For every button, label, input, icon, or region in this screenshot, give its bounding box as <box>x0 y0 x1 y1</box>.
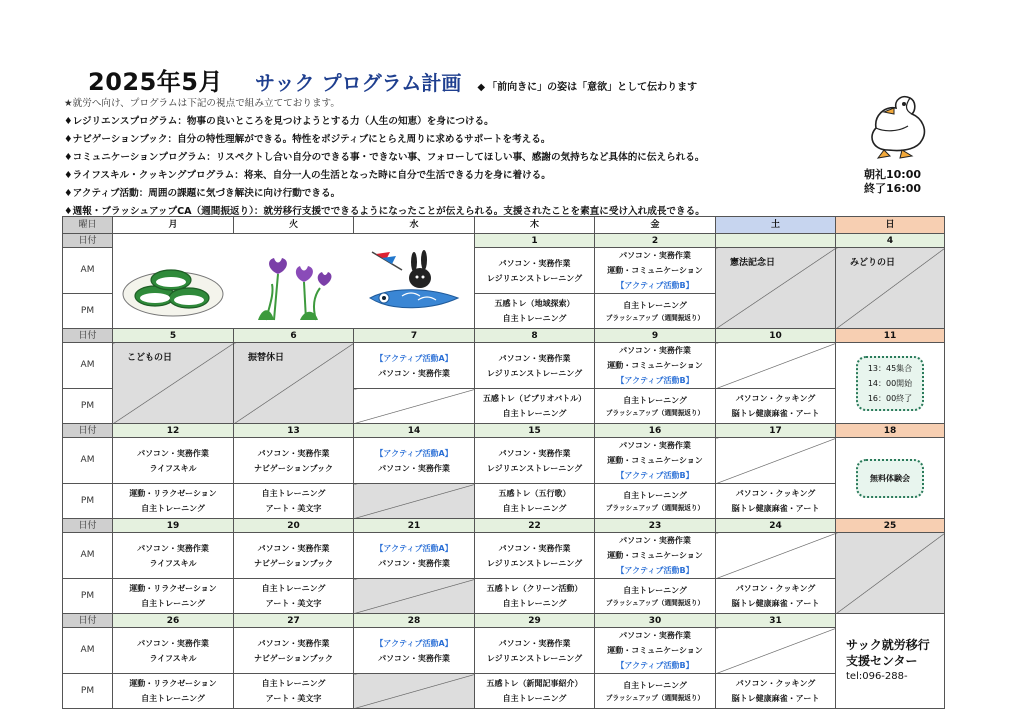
date-cell: 26 <box>113 614 234 628</box>
date-cell: 5 <box>113 329 234 343</box>
dow-tue: 火 <box>234 217 354 234</box>
slot-cell: パソコン・実務作業 運動・コミュニケーション 【アクティブ活動B】 <box>595 628 716 674</box>
holiday-cell: みどりの日 <box>836 248 945 329</box>
slot-cell: 運動・リラクゼーション 自主トレーニング <box>113 484 234 519</box>
motto-text: 「前向きに」の姿は「意欲」として伝わります <box>487 82 698 93</box>
pm-label: PM <box>63 674 113 709</box>
slot-cell: 運動・リラクゼーション 自主トレーニング <box>113 579 234 614</box>
desc-item: ♦ライフスキル・クッキングプログラム：将来、自分一人の生活となった時に自分で生活できる力を身に着ける。 <box>64 170 551 181</box>
slot-cell: パソコン・クッキング 脳トレ健康麻雀・アート <box>716 579 836 614</box>
date-cell: 9 <box>595 329 716 343</box>
slot-cell: パソコン・実務作業 ライフスキル <box>113 533 234 579</box>
event-bubble: 無料体験会 <box>856 459 924 498</box>
slot-cell: パソコン・実務作業 運動・コミュニケーション 【アクティブ活動B】 <box>595 533 716 579</box>
date-cell: 19 <box>113 519 234 533</box>
slot-cell: 五感トレ（五行歌） 自主トレーニング <box>475 484 595 519</box>
date-label: 日付 <box>63 519 113 533</box>
date-cell: 31 <box>716 614 836 628</box>
daily-times <box>864 168 921 196</box>
empty-slot <box>354 579 475 614</box>
date-cell: 18 <box>836 424 945 438</box>
desc-item: ♦週報・ブラッシュアップCA（週間振返り）：就労移行支援でできるようになったことが伝えられる。支援されたことを素直に受け入れ成長できる。 <box>64 206 705 217</box>
am-label: AM <box>63 438 113 484</box>
date-cell: 15 <box>475 424 595 438</box>
motto <box>477 78 697 93</box>
date-cell: 6 <box>234 329 354 343</box>
slot-cell: 運動・リラクゼーション 自主トレーニング <box>113 674 234 709</box>
am-label: AM <box>63 628 113 674</box>
empty-slot <box>354 484 475 519</box>
date-cell: 30 <box>595 614 716 628</box>
header <box>88 62 697 96</box>
center-info <box>836 614 945 709</box>
slot-cell: パソコン・実務作業 運動・コミュニケーション 【アクティブ活動B】 <box>595 248 716 294</box>
slot-cell: 自主トレーニング アート・美文字 <box>234 674 354 709</box>
date-cell: 20 <box>234 519 354 533</box>
date-cell: 12 <box>113 424 234 438</box>
slot-cell: パソコン・実務作業 運動・コミュニケーション 【アクティブ活動B】 <box>595 343 716 389</box>
dow-thu: 木 <box>475 217 595 234</box>
date-cell: 7 <box>354 329 475 343</box>
dow-sun: 日 <box>836 217 945 234</box>
date-cell: 13 <box>234 424 354 438</box>
date-label: 日付 <box>63 424 113 438</box>
pm-label: PM <box>63 484 113 519</box>
slot-cell: 【アクティブ活動A】 パソコン・実務作業 <box>354 343 475 389</box>
am-label: AM <box>63 343 113 389</box>
date-cell: 11 <box>836 329 945 343</box>
slot-cell: 自主トレーニング アート・美文字 <box>234 484 354 519</box>
date-cell: 17 <box>716 424 836 438</box>
empty-slot <box>716 628 836 674</box>
pm-label: PM <box>63 389 113 424</box>
slot-cell: パソコン・実務作業 ライフスキル <box>113 628 234 674</box>
date-label: 日付 <box>63 234 113 248</box>
empty-slot <box>716 533 836 579</box>
desc-item: ♦コミュニケーションプログラム：リスペクトし合い自分のできる事・できない事、フォローしてほしい事、感謝の気持ちなど具体的に伝えられる。 <box>64 152 705 163</box>
empty-slot <box>354 674 475 709</box>
dow-label: 曜日 <box>63 217 113 234</box>
slot-cell: 自主トレーニング ブラッシュアップ（週間振返り） <box>595 389 716 424</box>
slot-cell: 【アクティブ活動A】 パソコン・実務作業 <box>354 438 475 484</box>
date-label: 日付 <box>63 614 113 628</box>
program-descriptions <box>64 95 834 221</box>
slot-cell: パソコン・クッキング 脳トレ健康麻雀・アート <box>716 389 836 424</box>
morning-meeting-time: 朝礼10:00 <box>864 168 922 181</box>
iris-illustration <box>234 248 354 329</box>
date-cell: 1 <box>475 234 595 248</box>
date-cell: 23 <box>595 519 716 533</box>
date-cell: 16 <box>595 424 716 438</box>
center-tel: tel:096-288- <box>846 671 908 682</box>
holiday-cell: こどもの日 <box>113 343 234 424</box>
slot-cell: 【アクティブ活動A】 パソコン・実務作業 <box>354 628 475 674</box>
desc-item: ♦ナビゲーションブック：自分の特性理解ができる。特性をポジティブにとらえ周りに求めるサポートを考える。 <box>64 134 551 145</box>
dow-mon: 月 <box>113 217 234 234</box>
end-time: 終了16:00 <box>864 182 922 195</box>
date-cell <box>716 234 836 248</box>
holiday-cell: 憲法記念日 <box>716 248 836 329</box>
date-cell: 10 <box>716 329 836 343</box>
date-cell: 4 <box>836 234 945 248</box>
holiday-cell: 振替休日 <box>234 343 354 424</box>
date-cell: 21 <box>354 519 475 533</box>
slot-cell: パソコン・実務作業 レジリエンストレーニング <box>475 343 595 389</box>
duck-illustration <box>858 92 930 160</box>
slot-cell: パソコン・クッキング 脳トレ健康麻雀・アート <box>716 674 836 709</box>
am-label: AM <box>63 248 113 294</box>
date-cell: 22 <box>475 519 595 533</box>
slot-cell: 五感トレ（クリーン活動） 自主トレーニング <box>475 579 595 614</box>
date-cell: 8 <box>475 329 595 343</box>
koinobori-rabbit-illustration <box>354 248 475 329</box>
kashiwa-mochi-illustration <box>113 248 234 329</box>
program-title: サック プログラム計画 <box>255 71 462 95</box>
desc-item: ♦レジリエンスプログラム：物事の良いところを見つけようとする力（人生の知恵）を身につける。 <box>64 116 494 127</box>
slot-cell: パソコン・実務作業 レジリエンストレーニング <box>475 438 595 484</box>
pm-label: PM <box>63 579 113 614</box>
year-month-title: 2025年5月 <box>88 68 223 96</box>
event-bubble: 13：45集合 14：00開始 16：00終了 <box>856 356 924 411</box>
date-cell: 2 <box>595 234 716 248</box>
slot-cell: パソコン・クッキング 脳トレ健康麻雀・アート <box>716 484 836 519</box>
illustration-area-top <box>113 234 475 248</box>
slot-cell: パソコン・実務作業 ナビゲーションブック <box>234 438 354 484</box>
date-cell: 25 <box>836 519 945 533</box>
center-name-line2: 支援センター <box>846 654 918 668</box>
dow-fri: 金 <box>595 217 716 234</box>
date-cell: 27 <box>234 614 354 628</box>
pm-label: PM <box>63 294 113 329</box>
slot-cell: パソコン・実務作業 ライフスキル <box>113 438 234 484</box>
slot-cell: パソコン・実務作業 ナビゲーションブック <box>234 533 354 579</box>
slot-cell: 自主トレーニング アート・美文字 <box>234 579 354 614</box>
slot-cell: 五感トレ（新聞記事紹介） 自主トレーニング <box>475 674 595 709</box>
iris-flower-icon <box>244 248 344 322</box>
slot-cell: 自主トレーニング ブラッシュアップ（週間振返り） <box>595 484 716 519</box>
empty-slot <box>836 533 945 614</box>
slot-cell: 五感トレ（ビブリオバトル） 自主トレーニング <box>475 389 595 424</box>
slot-cell: パソコン・実務作業 運動・コミュニケーション 【アクティブ活動B】 <box>595 438 716 484</box>
event-cell <box>836 343 945 424</box>
am-label: AM <box>63 533 113 579</box>
desc-intro: ★就労へ向け、プログラムは下記の視点で組み立てております。 <box>64 98 340 109</box>
carp-streamer-icon <box>362 248 466 322</box>
slot-cell: 自主トレーニング ブラッシュアップ（週間振返り） <box>595 674 716 709</box>
empty-slot <box>716 343 836 389</box>
slot-cell: パソコン・実務作業 レジリエンストレーニング <box>475 628 595 674</box>
slot-cell: パソコン・実務作業 レジリエンストレーニング <box>475 533 595 579</box>
slot-cell: パソコン・実務作業 レジリエンストレーニング <box>475 248 595 294</box>
date-cell: 24 <box>716 519 836 533</box>
date-cell: 14 <box>354 424 475 438</box>
slot-cell: パソコン・実務作業 ナビゲーションブック <box>234 628 354 674</box>
dow-sat: 土 <box>716 217 836 234</box>
empty-slot <box>354 389 475 424</box>
dow-wed: 水 <box>354 217 475 234</box>
diamond-icon: ◆ <box>477 82 486 93</box>
desc-item: ♦アクティブ活動：周囲の課題に気づき解決に向け行動できる。 <box>64 188 341 199</box>
empty-slot <box>716 438 836 484</box>
center-name-line1: サック就労移行 <box>846 638 930 652</box>
date-cell: 29 <box>475 614 595 628</box>
program-calendar <box>62 216 945 709</box>
mochi-icon <box>119 250 227 320</box>
event-cell <box>836 438 945 519</box>
slot-cell: 自主トレーニング ブラッシュアップ（週間振返り） <box>595 579 716 614</box>
slot-cell: 自主トレーニング ブラッシュアップ（週間振返り） <box>595 294 716 329</box>
date-cell: 28 <box>354 614 475 628</box>
slot-cell: 五感トレ（地域探索） 自主トレーニング <box>475 294 595 329</box>
slot-cell: 【アクティブ活動A】 パソコン・実務作業 <box>354 533 475 579</box>
date-label: 日付 <box>63 329 113 343</box>
